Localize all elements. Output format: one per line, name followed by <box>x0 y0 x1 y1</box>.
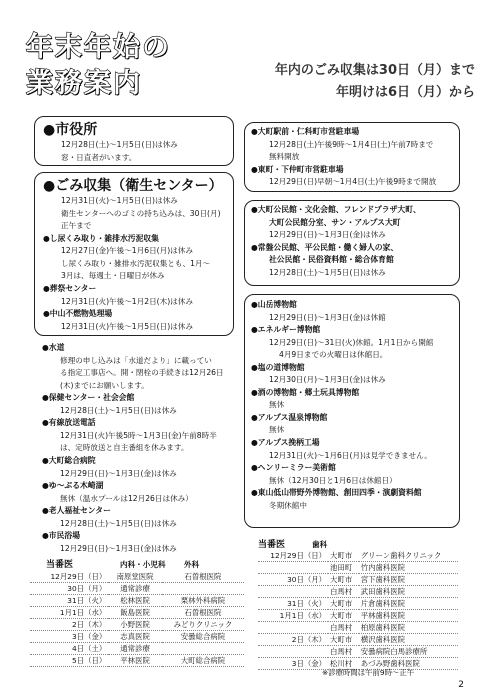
table-cell: 松川村 <box>328 658 359 670</box>
museum-line: 12月30日(月)～1月3日(金)は休み <box>269 375 386 385</box>
table-cell <box>258 646 328 658</box>
title-line-1: 年末年始の <box>26 32 171 63</box>
table-cell: 竹内歯科医院 <box>359 562 458 574</box>
museum-heading: ●山岳博物館 <box>251 300 297 309</box>
facility-line: 12月31日(火)午後5時～1月3日(金)午前8時半 <box>60 430 217 440</box>
table-cell: 横沢歯科医院 <box>359 634 458 646</box>
parking-heading: ●大町駅前・仁科町市営駐車場 <box>251 127 360 136</box>
table-cell: グリーン歯科クリニック <box>359 550 458 562</box>
table-cell: 大町市 <box>328 598 359 610</box>
duty-doctors-table <box>30 571 244 667</box>
page-title <box>26 30 196 110</box>
table-row <box>258 562 458 574</box>
facility-line: は、定時放送と自主番組を休みます。 <box>60 443 189 453</box>
museum-line: 12月31日(火)～1月6日(月)は見学できません。 <box>269 450 432 460</box>
table-cell: 栗林外科病院 <box>162 595 244 607</box>
table-cell: 30日（月） <box>30 583 108 595</box>
garbage-line: 12月31日(火)午後～1月2日(木)は休み <box>61 296 193 306</box>
facility-line: 12月28日(土)～1月5日(日)は休み <box>60 518 177 528</box>
table-row <box>258 634 458 646</box>
halls-heading: ●常盤公民館、平公民館・働く婦人の家、 <box>251 242 399 252</box>
table-cell: 31日（火） <box>258 598 328 610</box>
museum-heading: ●塩の道博物館 <box>251 362 305 372</box>
facility-heading: ●有線放送電話 <box>42 418 96 428</box>
facility-heading: ●水道 <box>42 343 65 352</box>
table-row <box>258 550 458 562</box>
museum-line: 4月9日までの火曜日は休館日。 <box>279 350 388 360</box>
table-row <box>30 655 244 667</box>
city-hall-line: 窓・日直者がいます。 <box>61 152 137 162</box>
table-cell: 1月1日（水） <box>258 610 328 622</box>
table-cell: 飯島医院 <box>108 607 162 619</box>
museum-line: 12月29日(日)～1月3日(金)は休館 <box>269 312 386 322</box>
table-cell: 片倉歯科医院 <box>359 598 458 610</box>
garbage-line: 正午まで <box>61 221 92 231</box>
table-row <box>30 595 244 607</box>
table-cell: 南原堂医院 <box>108 571 162 583</box>
table-cell <box>162 643 244 655</box>
garbage-line: 12月31日(火)午後～1月5日(日)は休み <box>61 321 193 331</box>
parking-line: 12月29日(日)早朝～1月4日(土)午後9時まで開放 <box>269 177 437 187</box>
parking-line: 無料開放 <box>269 152 300 162</box>
facility-line: (木)までにお願いします。 <box>60 380 149 390</box>
facility-line: 12月28日(土)～1月5日(日)は休み <box>60 405 177 415</box>
garbage-line: し尿くみ取り・雑排水汚泥収集とも、1月～ <box>61 258 211 268</box>
table-cell: 白馬村 <box>328 586 359 598</box>
facility-heading: ●ゆ～ぷる木崎湖 <box>42 481 104 491</box>
table-cell: 白馬村 <box>328 622 359 634</box>
table-cell: 大町市 <box>328 550 359 562</box>
table-cell: 12月29日（日） <box>258 550 328 562</box>
duty-left-col-b: 外科 <box>184 560 200 569</box>
museum-line: 冬期休館中 <box>269 500 307 510</box>
halls-heading: 大町公民館分室、サン・アルプス大町 <box>269 217 401 227</box>
table-cell: 3日（金） <box>258 658 328 670</box>
parking-box <box>244 122 460 192</box>
facility-heading: ●老人福祉センター <box>42 506 111 516</box>
duty-dentists-heading: 当番医 <box>258 540 286 550</box>
table-cell: 大町市 <box>328 634 359 646</box>
table-cell: 通常診療 <box>108 643 162 655</box>
duty-right-col-a: 歯科 <box>312 540 328 549</box>
table-row <box>30 607 244 619</box>
garbage-line: 12月27日(金)午後～1月6日(月)は休み <box>61 246 193 256</box>
table-cell: みどりクリニック <box>162 619 244 631</box>
museum-heading: ●酒の博物館・郷土玩具博物館 <box>251 387 360 397</box>
dentist-hours-note: ※診療時間は午前9時～正午 <box>322 668 415 677</box>
garbage-line: 12月31日(火)～1月5日(日)は休み <box>61 196 178 205</box>
table-row <box>30 583 244 595</box>
table-cell: 志真医院 <box>108 631 162 643</box>
table-cell: 2日（木） <box>258 634 328 646</box>
table-cell <box>258 622 328 634</box>
table-cell: 武田歯科医院 <box>359 586 458 598</box>
table-cell <box>258 562 328 574</box>
facility-line: る指定工事店へ。開・閉栓の手続きは12月26日 <box>60 368 224 378</box>
table-cell: 大町総合病院 <box>162 655 244 667</box>
table-cell: 31日（火） <box>30 595 108 607</box>
table-cell: 小野医院 <box>108 619 162 631</box>
parking-line: 12月28日(土)午後9時～1月4日(土)午前7時まで <box>269 139 434 149</box>
facility-line: 12月29日(日)～1月3日(金)は休み <box>60 543 177 553</box>
table-cell: 安曇総合病院 <box>162 631 244 643</box>
facility-heading: ●保健センター・社会会館 <box>42 393 135 403</box>
table-cell: 大町市 <box>328 574 359 586</box>
table-row <box>30 619 244 631</box>
parking-heading: ●東町・下仲町市営駐車場 <box>251 164 344 174</box>
museum-heading: ●東山低山帯野外博物館、創田四季・演劇資料館 <box>251 488 422 498</box>
museum-line: 無休 <box>269 425 285 435</box>
facility-heading: ●大町総合病院 <box>42 456 96 466</box>
museum-line: 12月29日(日)～31日(火)休館。1月1日から開館 <box>269 337 434 347</box>
community-halls-box <box>244 200 460 286</box>
table-cell: 松林医院 <box>108 595 162 607</box>
garbage-subheading: ●葬祭センター <box>43 284 97 294</box>
garbage-line: 3月は、毎週土・日曜日が休み <box>61 271 165 281</box>
halls-line: 12月29日(日)～1月3日(金)は休み <box>269 230 386 239</box>
city-hall-line: 12月28日(土)～1月5日(日)は休み <box>61 140 178 149</box>
duty-doctors-heading: 当番医 <box>46 560 74 570</box>
page-number: 2 <box>458 680 464 690</box>
garbage-box <box>34 172 234 336</box>
garbage-heading: ●ごみ収集（衛生センター） <box>43 178 223 194</box>
table-cell: 白馬村 <box>328 646 359 658</box>
table-cell: 1月1日（水） <box>30 607 108 619</box>
title-line-2: 業務案内 <box>26 68 142 99</box>
table-cell: 平林歯科医院 <box>359 610 458 622</box>
table-cell: 安曇病院白馬診療所 <box>359 646 458 658</box>
city-hall-heading: ●市役所 <box>43 122 98 138</box>
table-cell: 3日（金） <box>30 631 108 643</box>
table-cell: 5日（日） <box>30 655 108 667</box>
halls-heading: ●大町公民館・文化会館、フレンドプラザ大町、 <box>251 205 421 214</box>
museum-heading: ●ヘンリーミラー美術館 <box>251 463 336 473</box>
table-cell: 池田町 <box>328 562 359 574</box>
table-cell <box>258 586 328 598</box>
table-row <box>258 622 458 634</box>
table-row <box>30 631 244 643</box>
table-cell: 12月29日（日） <box>30 571 108 583</box>
table-cell: 石曽根医院 <box>162 571 244 583</box>
subheading-line-2: 年明けは6日（月）から <box>335 85 475 100</box>
table-row <box>258 574 458 586</box>
table-cell: 通常診療 <box>108 583 162 595</box>
table-cell: 大町市 <box>328 610 359 622</box>
water-and-facilities-list <box>42 342 242 555</box>
duty-left-col-a: 内科・小児科 <box>120 560 166 569</box>
subheading <box>205 60 475 104</box>
table-cell: 宮下歯科医院 <box>359 574 458 586</box>
table-cell: あづみ野歯科医院 <box>359 658 458 670</box>
city-hall-box <box>34 116 234 166</box>
museums-box <box>244 294 460 528</box>
garbage-line: 衛生センターへのゴミの持ち込みは、30日(月) <box>61 208 221 218</box>
halls-line: 12月28日(土)～1月5日(日)は休み <box>269 267 386 277</box>
table-cell <box>162 583 244 595</box>
museum-line: 無休（12月30日と1月6日は休館日） <box>269 475 397 485</box>
table-cell: 平林医院 <box>108 655 162 667</box>
museum-line: 無休 <box>269 400 285 410</box>
museum-heading: ●アルプス挽柄工場 <box>251 438 320 448</box>
facility-line: 修理の申し込みは「水道だより」に載ってい <box>60 355 212 365</box>
table-row <box>258 598 458 610</box>
duty-dentists-table <box>258 550 458 670</box>
facility-line: 12月29日(日)～1月3日(金)は休み <box>60 468 177 478</box>
table-row <box>258 646 458 658</box>
table-cell: 30日（月） <box>258 574 328 586</box>
facility-heading: ●市民浴場 <box>42 531 80 541</box>
halls-heading: 社公民館・民俗資料館・総合体育館 <box>269 255 394 265</box>
museum-heading: ●エネルギー博物館 <box>251 325 321 335</box>
table-row <box>30 643 244 655</box>
table-row <box>30 571 244 583</box>
facility-line: 無休（温水プールは12月26日は休み） <box>60 493 193 503</box>
table-row <box>258 610 458 622</box>
table-cell: 4日（土） <box>30 643 108 655</box>
table-cell: 2日（木） <box>30 619 108 631</box>
table-row <box>258 586 458 598</box>
table-cell: 石曽根医院 <box>162 607 244 619</box>
subheading-line-1: 年内のごみ収集は30日（月）まで <box>274 63 475 78</box>
garbage-subheading: ●し尿くみ取り・雑排水汚泥収集 <box>43 233 159 243</box>
table-cell: 柏原歯科医院 <box>359 622 458 634</box>
museum-heading: ●アルプス温泉博物館 <box>251 412 328 422</box>
garbage-subheading: ●中山不燃物処理場 <box>43 309 113 319</box>
